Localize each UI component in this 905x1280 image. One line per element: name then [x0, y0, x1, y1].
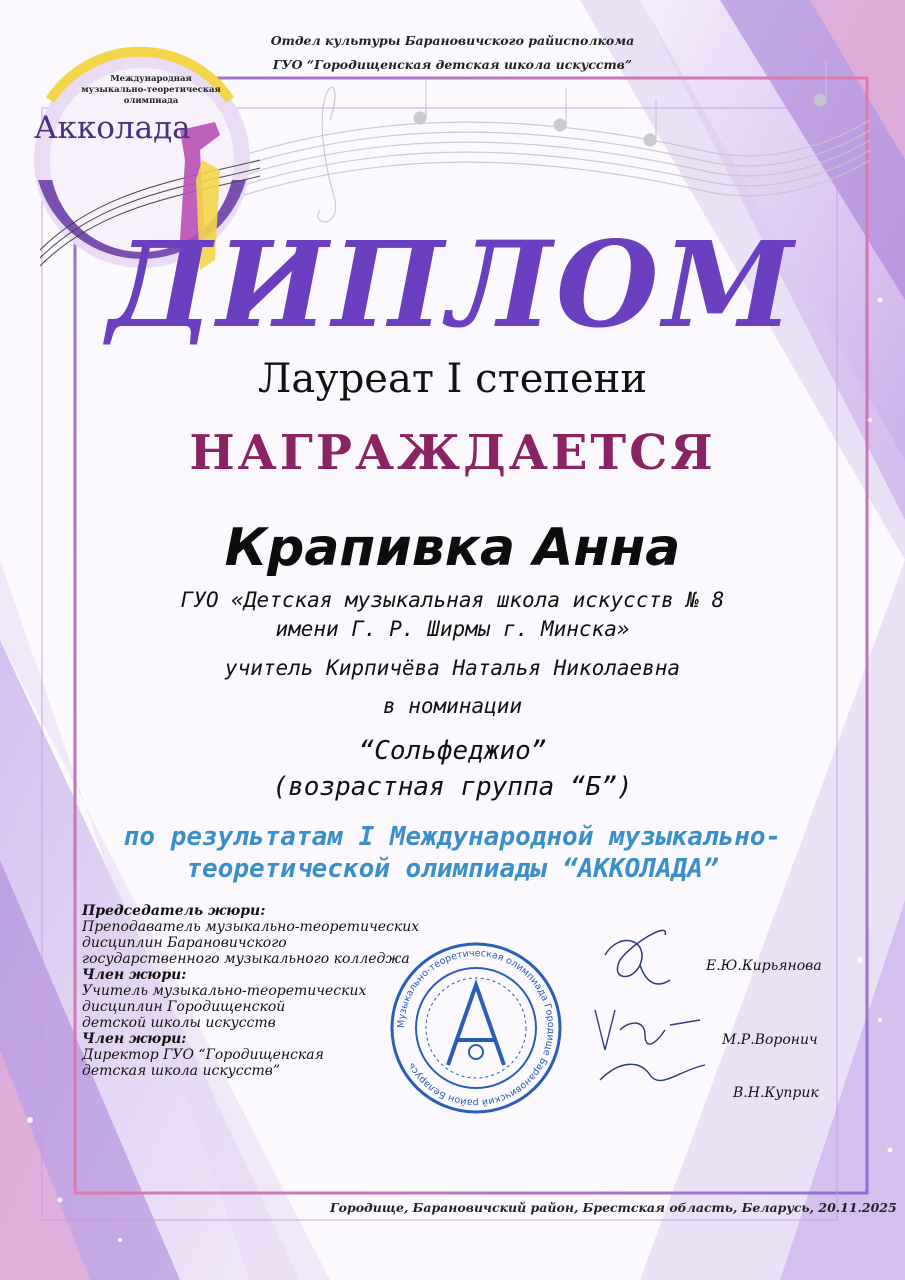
- awarded-heading: НАГРАЖДАЕТСЯ: [189, 425, 716, 481]
- result-line-2: теоретической олимпиады “АККОЛАДА”: [186, 854, 719, 884]
- jury-desc-line: Преподаватель музыкально-теоретических: [82, 919, 420, 935]
- logo-caption-line-1: Международная: [110, 74, 192, 84]
- stamp-ring-text: Музыкально-теоретическая олимпиада Городище Барановичский район Беларусь: [395, 947, 557, 1109]
- school-line-2: имени Г. Р. Ширмы г. Минска»: [275, 617, 630, 641]
- signer-member-1: М.Р.Воронич: [722, 1032, 818, 1048]
- logo-wordmark: Акколада: [34, 110, 191, 146]
- jury-desc-line: детская школа искусств”: [82, 1063, 281, 1079]
- teacher-line: учитель Кирпичёва Наталья Николаевна: [224, 656, 681, 680]
- logo-caption-line-2: музыкально-теоретическая олимпиада: [81, 85, 221, 106]
- laureate-rank: Лауреат I степени: [257, 356, 648, 402]
- jury-desc-line: Учитель музыкально-теоретических: [82, 983, 367, 999]
- place-and-date: Городище, Барановичский район, Брестская область, Беларусь, 20.11.2025: [330, 1200, 897, 1215]
- olympiad-stamp: [388, 940, 564, 1116]
- jury-desc-line: дисциплин Барановичского: [82, 935, 287, 951]
- logo-caption: [66, 74, 236, 107]
- issuer-line-2: ГУО “Городищенская детская школа искусств”: [272, 57, 633, 72]
- jury-desc-line: государственного музыкального колледжа: [82, 951, 410, 967]
- jury-desc-line: детской школы искусств: [82, 1015, 276, 1031]
- jury-desc-line: дисциплин Городищенской: [82, 999, 286, 1015]
- jury-desc-line: Директор ГУО “Городищенская: [82, 1047, 324, 1063]
- nomination-label: в номинации: [382, 694, 523, 718]
- age-group: (возрастная группа “Б”): [272, 772, 633, 802]
- nomination-name: “Сольфеджио”: [358, 736, 547, 766]
- recipient-name: Крапивка Анна: [224, 518, 681, 578]
- jury-role-chair: Председатель жюри:: [82, 903, 266, 919]
- signatures-drawing: [560, 910, 720, 1110]
- diploma-title: ДИПЛОМ: [107, 215, 798, 354]
- signer-member-2: В.Н.Куприк: [733, 1085, 819, 1101]
- jury-role-member: Член жюри:: [82, 967, 187, 983]
- jury-role-member: Член жюри:: [82, 1031, 187, 1047]
- school-line-1: ГУО «Детская музыкальная школа искусств № 8: [180, 588, 725, 612]
- issuer-line-1: Отдел культуры Барановичского райисполкома: [270, 33, 635, 48]
- signer-chair: Е.Ю.Кирьянова: [706, 958, 822, 974]
- result-line-1: по результатам I Международной музыкально-: [123, 822, 782, 852]
